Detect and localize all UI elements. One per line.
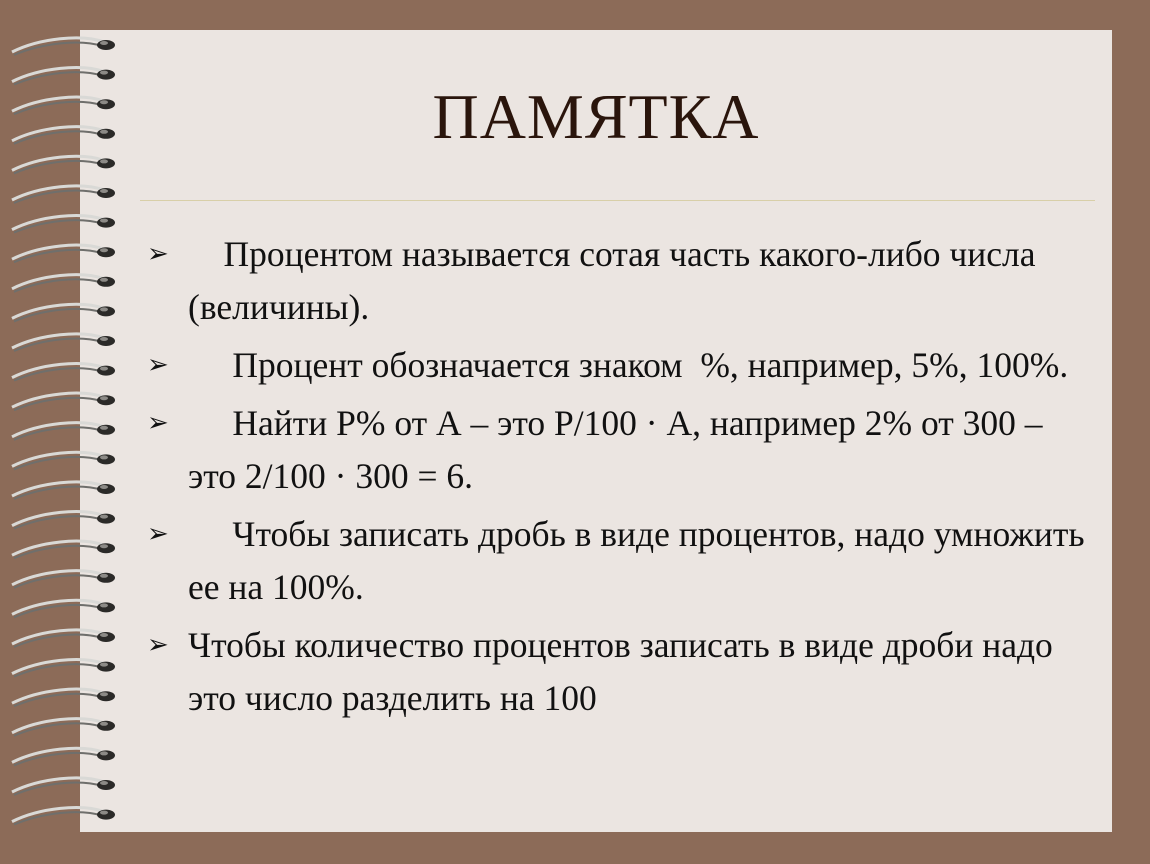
page-title: ПАМЯТКА	[432, 81, 760, 152]
memo-list	[145, 228, 1094, 730]
list-item	[145, 228, 1085, 334]
arrow-bullet-icon: ➢	[147, 408, 169, 438]
list-item-text: Процентом называется сотая часть какого-либо числа (величины).	[188, 234, 1045, 327]
list-item-text: Процент обозначается знаком %, например, 5%, 100%.	[188, 345, 1069, 385]
list-item	[145, 619, 1085, 725]
arrow-bullet-icon: ➢	[147, 519, 169, 549]
title-divider	[140, 200, 1095, 201]
list-item	[145, 397, 1085, 503]
arrow-bullet-icon: ➢	[147, 239, 169, 269]
arrow-bullet-icon: ➢	[147, 630, 169, 660]
arrow-bullet-icon: ➢	[147, 350, 169, 380]
list-item	[145, 508, 1094, 614]
list-item-text: Чтобы записать дробь в виде процентов, надо умножить ее на 100%.	[188, 514, 1094, 607]
list-item-text: Чтобы количество процентов записать в виде дроби надо это число разделить на 100	[188, 625, 1062, 718]
list-item-text: Найти Р% от А – это Р/100 · А, например 2% от 300 – это 2/100 · 300 = 6.	[188, 403, 1052, 496]
list-item	[145, 339, 1085, 392]
